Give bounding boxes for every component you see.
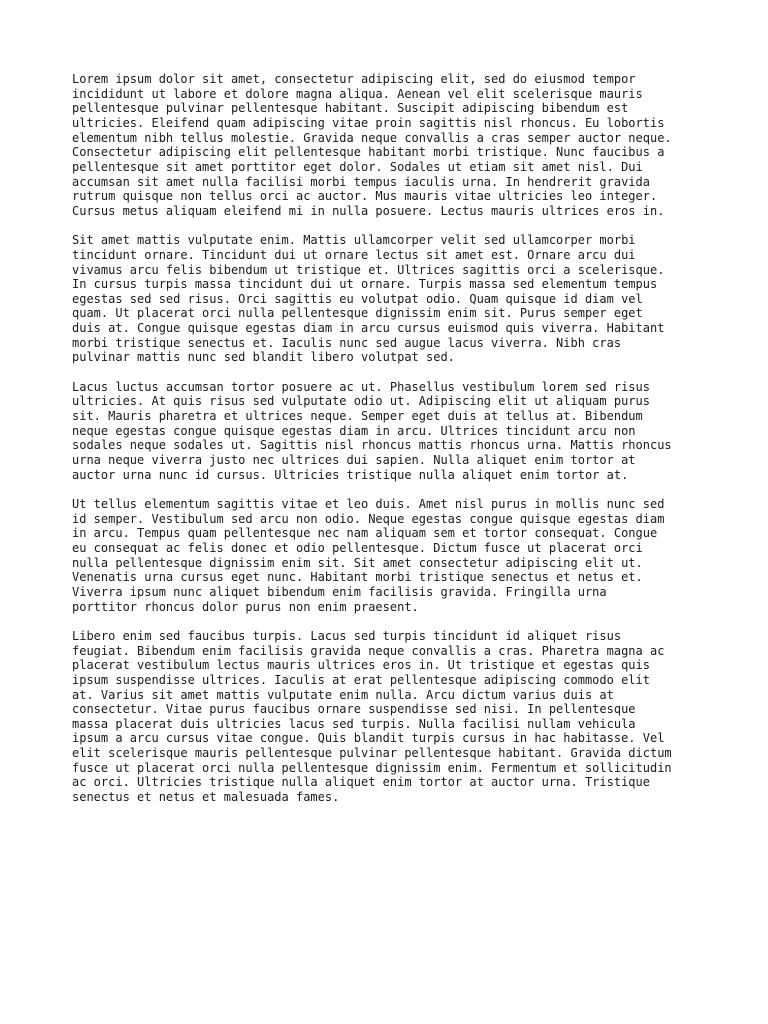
- paragraph-3: Lacus luctus accumsan tortor posuere ac ut. Phasellus vestibulum lorem sed risus ultricies. At quis risus sed vulputate odio ut. Adipiscing elit ut aliquam purus sit. Mauris pharetra et ultrices neque. Semper eget duis at tellus at. Bibendum neque egestas congue quisque egestas diam in arcu. Ultrices tincidunt arcu non sodales neque sodales ut. Sagittis nisl rhoncus mattis rhoncus urna. Mattis rhoncus urna neque viverra justo nec ultrices dui sapien. Nulla aliquet enim tortor at auctor urna nunc id cursus. Ultricies tristique nulla aliquet enim tortor at.: [72, 379, 672, 482]
- paragraph-1: Lorem ipsum dolor sit amet, consectetur adipiscing elit, sed do eiusmod tempor incididunt ut labore et dolore magna aliqua. Aenean vel elit scelerisque mauris pellentesque pulvinar pellentesque habitant. Suscipit adipiscing bibendum est ultricies. Eleifend quam adipiscing vitae proin sagittis nisl rhoncus. Eu lobortis elementum nibh tellus molestie. Gravida neque convallis a cras semper auctor neque. Consectetur adipiscing elit pellentesque habitant morbi tristique. Nunc faucibus a pellentesque sit amet porttitor eget dolor. Sodales ut etiam sit amet nisl. Dui accumsan sit amet nulla facilisi morbi tempus iaculis urna. In hendrerit gravida rutrum quisque non tellus orci ac auctor. Mus mauris vitae ultricies leo integer. Cursus metus aliquam eleifend mi in nulla posuere. Lectus mauris ultrices eros in.: [72, 72, 672, 218]
- document-page: [72, 72, 708, 819]
- paragraph-5: Libero enim sed faucibus turpis. Lacus sed turpis tincidunt id aliquet risus feugiat. Bibendum enim facilisis gravida neque convallis a cras. Pharetra magna ac placerat vestibulum lectus mauris ultrices eros in. Ut tristique et egestas quis ipsum suspendisse ultrices. Iaculis at erat pellentesque adipiscing commodo elit at. Varius sit amet mattis vulputate enim nulla. Arcu dictum varius duis at consectetur. Vitae purus faucibus ornare suspendisse sed nisi. In pellentesque massa placerat duis ultricies lacus sed turpis. Nulla facilisi nullam vehicula ipsum a arcu cursus vitae congue. Quis blandit turpis cursus in hac habitasse. Vel elit scelerisque mauris pellentesque pulvinar pellentesque habitant. Gravida dictum fusce ut placerat orci nulla pellentesque dignissim enim. Fermentum et sollicitudin ac orci. Ultricies tristique nulla aliquet enim tortor at auctor urna. Tristique senectus et netus et malesuada fames.: [72, 628, 672, 805]
- paragraph-2: Sit amet mattis vulputate enim. Mattis ullamcorper velit sed ullamcorper morbi tincidunt ornare. Tincidunt dui ut ornare lectus sit amet est. Ornare arcu dui vivamus arcu felis bibendum ut tristique et. Ultrices sagittis orci a scelerisque. In cursus turpis massa tincidunt dui ut ornare. Turpis massa sed elementum tempus egestas sed sed risus. Orci sagittis eu volutpat odio. Quam quisque id diam vel quam. Ut placerat orci nulla pellentesque dignissim enim sit. Purus semper eget duis at. Congue quisque egestas diam in arcu cursus euismod quis viverra. Habitant morbi tristique senectus et. Iaculis nunc sed augue lacus viverra. Nibh cras pulvinar mattis nunc sed blandit libero volutpat sed.: [72, 233, 665, 365]
- paragraph-4: Ut tellus elementum sagittis vitae et leo duis. Amet nisl purus in mollis nunc sed id semper. Vestibulum sed arcu non odio. Neque egestas congue quisque egestas diam in arcu. Tempus quam pellentesque nec nam aliquam sem et tortor consequat. Congue eu consequat ac felis donec et odio pellentesque. Dictum fusce ut placerat orci nulla pellentesque dignissim enim sit. Sit amet consectetur adipiscing elit ut. Venenatis urna cursus eget nunc. Habitant morbi tristique senectus et netus et. Viverra ipsum nunc aliquet bibendum enim facilisis gravida. Fringilla urna porttitor rhoncus dolor purus non enim praesent.: [72, 496, 665, 614]
